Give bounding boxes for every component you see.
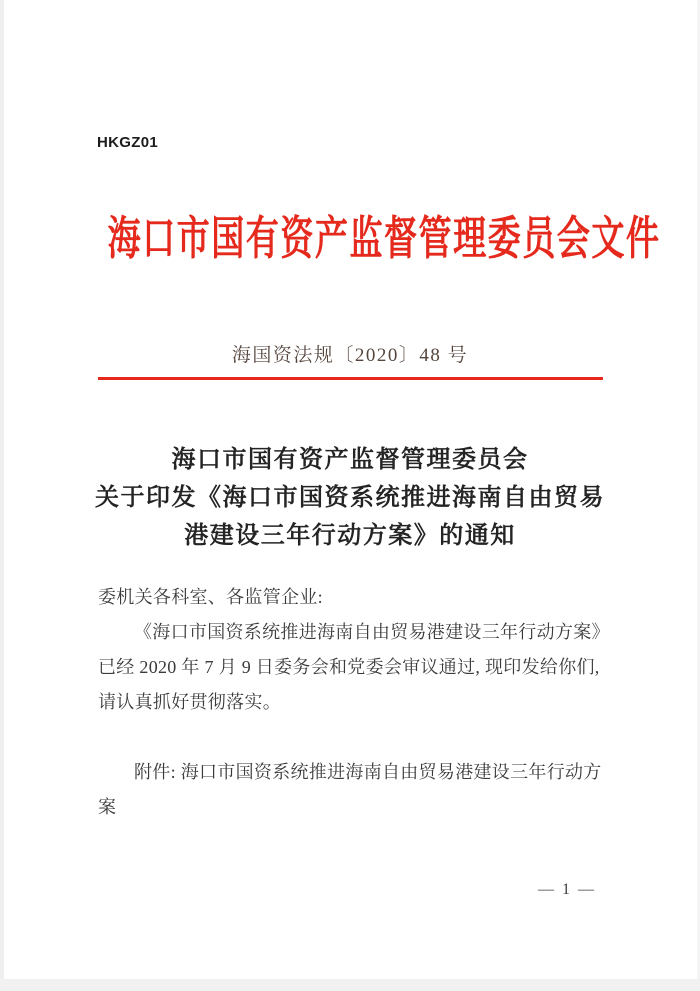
doc-number: 海国资法规〔2020〕48 号 <box>231 345 469 366</box>
org-title: 海口市国有资产监督管理委员会文件 <box>107 212 661 264</box>
doc-code: HKGZ01 <box>97 134 158 151</box>
notice-title-line-1: 海口市国有资产监督管理委员会 <box>171 447 529 473</box>
page-edge-bottom <box>0 979 700 991</box>
red-header-banner <box>0 212 700 264</box>
notice-body <box>98 580 610 825</box>
notice-title-line-2: 关于印发《海口市国资系统推进海南自由贸易 <box>95 485 605 511</box>
salutation-line: 委机关各科室、各监管企业: <box>98 587 323 607</box>
attachment-line-1: 附件: 海口市国资系统推进海南自由贸易港建设三年行动方 <box>134 762 602 782</box>
notice-title <box>0 441 700 555</box>
body-line-3: 请认真抓好贯彻落实。 <box>98 692 281 712</box>
page-number: — 1 — <box>538 881 596 898</box>
body-line-2: 已经 2020 年 7 月 9 日委务会和党委会审议通过, 现印发给你们, <box>98 657 600 677</box>
notice-title-line-3: 港建设三年行动方案》的通知 <box>184 523 516 549</box>
red-divider-line <box>98 377 603 380</box>
attachment-line-2: 案 <box>98 797 117 817</box>
body-line-1: 《海口市国资系统推进海南自由贸易港建设三年行动方案》 <box>134 622 610 642</box>
blank-line <box>98 720 604 755</box>
